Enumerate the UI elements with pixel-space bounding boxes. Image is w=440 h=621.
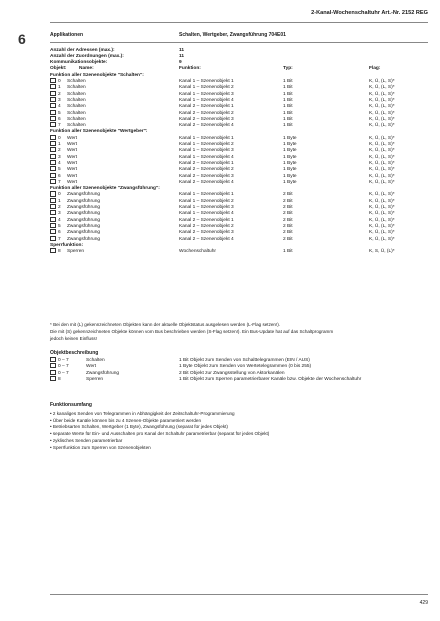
- object-flag: K, Ü, (L, S)*: [369, 192, 395, 198]
- checkbox-icon: [50, 217, 56, 222]
- object-function: Wochenschaltuhr: [179, 249, 216, 255]
- object-name: Zwangsführung: [67, 236, 101, 242]
- checkbox-icon: [50, 236, 56, 241]
- checkbox-icon: [50, 84, 56, 89]
- object-number: 6: [58, 230, 61, 236]
- object-number: 8: [58, 249, 61, 255]
- applications-rule: [50, 42, 428, 43]
- object-name: Zwangsführung: [67, 205, 101, 210]
- object-name: Zwangsführung: [67, 230, 101, 236]
- object-name: Zwangsführung: [67, 198, 101, 204]
- object-function: Kanal 1 – Szenenobjekt 4: [179, 154, 234, 160]
- checkbox-icon: [50, 179, 56, 184]
- object-flag: K, Ü, (L, S)*: [369, 223, 395, 229]
- object-name: Schalten: [67, 123, 86, 129]
- description-row: [50, 364, 428, 370]
- object-number: 2: [58, 205, 61, 210]
- object-flag: K, Ü, (L, S)*: [369, 79, 395, 84]
- object-flag: K, Ü, (L, S)*: [369, 85, 395, 91]
- object-flag: K, Ü, (L, S)*: [369, 205, 395, 210]
- header-rule: [50, 22, 428, 23]
- object-number: 0: [58, 135, 61, 141]
- object-function: Kanal 1 – Szenenobjekt 4: [179, 211, 234, 217]
- object-name: Wert: [67, 154, 78, 160]
- object-number: 5: [58, 167, 61, 173]
- footnote-line: Die mit (S) gekennzeichneten Objekte können vom Bus beschrieben werden (S-Flag setzen!). Ein Bus-Update hat auf das Schaltprogramm: [50, 329, 334, 334]
- object-name: Schalten: [67, 116, 86, 122]
- checkbox-icon: [50, 116, 56, 121]
- table-row: [50, 249, 428, 255]
- object-name: Schalten: [67, 91, 86, 97]
- chapter-number: 6: [18, 31, 26, 47]
- checkbox-icon: [50, 122, 56, 127]
- applications-label: Applikationen: [50, 32, 84, 38]
- object-name: Wert: [67, 148, 78, 154]
- object-number: 6: [58, 173, 61, 179]
- object-function: Kanal 1 – Szenenobjekt 3: [179, 205, 234, 210]
- object-flag: K, S, Ü, (L)*: [369, 249, 395, 255]
- object-flag: K, Ü, (L, S)*: [369, 97, 395, 103]
- object-flag: K, Ü, (L, S)*: [369, 154, 395, 160]
- object-flag: K, Ü, (L, S)*: [369, 173, 395, 179]
- object-range: 0 – 7: [58, 358, 69, 363]
- applications-value: Schalten, Wertgeber, Zwangsführung 704E01: [179, 32, 286, 38]
- header-object: Objekt:: [50, 66, 67, 72]
- meta-value: 11: [179, 47, 185, 53]
- object-name: Wert: [67, 179, 78, 185]
- checkbox-icon: [50, 110, 56, 115]
- object-flag: K, Ü, (L, S)*: [369, 160, 395, 166]
- object-type: 1 Byte: [283, 173, 297, 179]
- object-function: Kanal 2 – Szenenobjekt 4: [179, 236, 234, 242]
- object-function: Kanal 1 – Szenenobjekt 2: [179, 142, 234, 147]
- object-function: Kanal 2 – Szenenobjekt 2: [179, 223, 234, 229]
- checkbox-icon: [50, 103, 56, 108]
- bullet-item: • separate Werte für Ein- und Ausschalten pro Kanal der Schaltuhr parametrierbar (separat für jedes Objekt): [50, 431, 270, 437]
- object-flag: K, Ü, (L, S)*: [369, 148, 395, 154]
- object-function: Kanal 2 – Szenenobjekt 3: [179, 173, 234, 179]
- object-name: Schalten: [67, 110, 86, 116]
- object-flag: K, Ü, (L, S)*: [369, 142, 395, 147]
- object-function: Kanal 2 – Szenenobjekt 1: [179, 217, 234, 223]
- object-number: 1: [58, 198, 61, 204]
- object-number: 0: [58, 192, 61, 198]
- object-function: Kanal 2 – Szenenobjekt 3: [179, 230, 234, 236]
- checkbox-icon: [50, 370, 56, 375]
- checkbox-icon: [50, 376, 56, 381]
- checkbox-icon: [50, 154, 56, 159]
- object-name: Zwangsführung: [67, 211, 101, 217]
- bottom-rule: [50, 594, 428, 595]
- object-type: 2 Bit: [283, 236, 293, 242]
- object-type: 1 Byte: [283, 148, 297, 154]
- object-range: 0 – 7: [58, 370, 69, 376]
- header-type: Typ:: [283, 66, 293, 72]
- object-flag: K, Ü, (L, S)*: [369, 236, 395, 242]
- checkbox-icon: [50, 135, 56, 140]
- object-type: 1 Bit: [283, 85, 293, 91]
- checkbox-icon: [50, 229, 56, 234]
- checkbox-icon: [50, 198, 56, 203]
- object-name: Schalten: [67, 97, 86, 103]
- object-name: Schalten: [67, 85, 86, 91]
- group-title: Funktion aller Szenenobjekte "Zwangsführung":: [50, 186, 160, 192]
- object-function: Kanal 1 – Szenenobjekt 4: [179, 97, 234, 103]
- object-name: Zwangsführung: [86, 370, 120, 376]
- object-name: Schalten: [67, 104, 86, 110]
- object-flag: K, Ü, (L, S)*: [369, 230, 395, 236]
- group-title: Funktion aller Szenenobjekte "Wertgeber":: [50, 129, 148, 135]
- object-type: 1 Bit: [283, 91, 293, 97]
- checkbox-icon: [50, 204, 56, 209]
- object-flag: K, Ü, (L, S)*: [369, 217, 395, 223]
- object-name: Zwangsführung: [67, 192, 101, 198]
- bullet-item: • 2 kanaliges Senden von Telegrammen in Abhängigkeit der Zeitschaltuhr-Programmierung: [50, 411, 235, 416]
- meta-value: 11: [179, 53, 185, 59]
- meta-value: 9: [179, 60, 182, 66]
- object-function: Kanal 2 – Szenenobjekt 1: [179, 104, 234, 110]
- checkbox-icon: [50, 357, 56, 362]
- checkbox-icon: [50, 141, 56, 146]
- header-name: Name:: [79, 66, 94, 72]
- object-text: 1 Byte Objekt zum Senden von Wertetelegrammen (0 bis 255): [179, 364, 312, 370]
- meta-label: Anzahl der Zuordnungen (max.):: [50, 53, 124, 59]
- object-flag: K, Ü, (L, S)*: [369, 104, 395, 110]
- checkbox-icon: [50, 363, 56, 368]
- object-type: 1 Byte: [283, 160, 297, 166]
- checkbox-icon: [50, 248, 56, 253]
- object-flag: K, Ü, (L, S)*: [369, 179, 395, 185]
- object-number: 7: [58, 179, 61, 185]
- object-range: 8: [58, 376, 61, 382]
- object-function: Kanal 2 – Szenenobjekt 4: [179, 179, 234, 185]
- object-name: Wert: [67, 167, 78, 173]
- object-function: Kanal 1 – Szenenobjekt 1: [179, 192, 234, 198]
- object-number: 1: [58, 85, 61, 91]
- object-name: Schalten: [86, 358, 105, 363]
- object-number: 7: [58, 236, 61, 242]
- object-type: 1 Bit: [283, 249, 293, 255]
- bullet-item: • Über beide Kanäle können bis zu 4 Szenen-Objekte parametriert werden: [50, 417, 201, 423]
- object-number: 2: [58, 148, 61, 154]
- object-type: 2 Bit: [283, 211, 293, 217]
- bullet-item: • Sperrfunktion zum Sperren von Szenenobjekten: [50, 444, 151, 450]
- object-function: Kanal 2 – Szenenobjekt 4: [179, 123, 234, 129]
- object-name: Zwangsführung: [67, 217, 101, 223]
- object-number: 6: [58, 116, 61, 122]
- checkbox-icon: [50, 223, 56, 228]
- object-function: Kanal 2 – Szenenobjekt 2: [179, 167, 234, 173]
- object-type: 1 Bit: [283, 97, 293, 103]
- object-number: 0: [58, 79, 61, 84]
- object-type: 2 Bit: [283, 192, 293, 198]
- object-name: Wert: [67, 142, 78, 147]
- object-name: Sperren: [86, 376, 104, 382]
- object-number: 3: [58, 211, 61, 217]
- checkbox-icon: [50, 78, 56, 83]
- section-title: Funktionsumfang: [50, 402, 92, 408]
- object-name: Schalten: [67, 79, 86, 84]
- meta-label: Kommunikationsobjekte:: [50, 60, 108, 66]
- object-function: Kanal 2 – Szenenobjekt 1: [179, 160, 234, 166]
- object-type: 2 Bit: [283, 223, 293, 229]
- object-name: Wert: [67, 173, 78, 179]
- description-row: [50, 371, 428, 377]
- description-row: [50, 377, 428, 383]
- object-number: 4: [58, 160, 61, 166]
- object-type: 1 Byte: [283, 142, 297, 147]
- object-type: 2 Bit: [283, 198, 293, 204]
- object-function: Kanal 1 – Szenenobjekt 3: [179, 91, 234, 97]
- object-text: 1 Bit Objekt zum Sperren parametrierbarer Kanäle bzw. Objekte der Wochenschaltuhr: [179, 376, 362, 382]
- object-flag: K, Ü, (L, S)*: [369, 116, 395, 122]
- object-name: Zwangsführung: [67, 223, 101, 229]
- footnote-line: jedoch keinen Einfluss!: [50, 336, 97, 341]
- object-function: Kanal 2 – Szenenobjekt 3: [179, 116, 234, 122]
- checkbox-icon: [50, 91, 56, 96]
- object-flag: K, Ü, (L, S)*: [369, 110, 395, 116]
- object-number: 1: [58, 142, 61, 147]
- object-number: 5: [58, 110, 61, 116]
- bullet-item: • zyklisches Senden parametrierbar: [50, 437, 123, 443]
- object-function: Kanal 1 – Szenenobjekt 2: [179, 85, 234, 91]
- object-type: 1 Bit: [283, 104, 293, 110]
- footnote-line: * Bei den mit (L) gekennzeichneten Objekten kann der aktuelle Objektstatus ausgelesen werden (L-Flag setzen!).: [50, 322, 281, 327]
- checkbox-icon: [50, 147, 56, 152]
- checkbox-icon: [50, 210, 56, 215]
- object-name: Wert: [86, 364, 97, 370]
- object-type: 1 Byte: [283, 135, 297, 141]
- object-range: 0 – 7: [58, 364, 69, 370]
- checkbox-icon: [50, 166, 56, 171]
- header-function: Funktion:: [179, 66, 201, 72]
- object-function: Kanal 1 – Szenenobjekt 1: [179, 135, 234, 141]
- object-flag: K, Ü, (L, S)*: [369, 198, 395, 204]
- object-text: 1 Bit Objekt zum Senden von Schalttelegrammen (EIN / AUS): [179, 358, 310, 363]
- object-flag: K, Ü, (L, S)*: [369, 135, 395, 141]
- page-header-title: 2-Kanal-Wochenschaltuhr Art.-Nr. 2152 REG: [311, 10, 428, 16]
- checkbox-icon: [50, 173, 56, 178]
- object-name: Wert: [67, 160, 78, 166]
- meta-label: Anzahl der Adressen (max.):: [50, 47, 115, 53]
- object-number: 3: [58, 97, 61, 103]
- header-flag: Flag:: [369, 66, 381, 72]
- object-type: 2 Bit: [283, 217, 293, 223]
- section-title: Objektbeschreibung: [50, 350, 99, 356]
- object-flag: K, Ü, (L, S)*: [369, 211, 395, 217]
- object-flag: K, Ü, (L, S)*: [369, 123, 395, 129]
- object-type: 1 Bit: [283, 116, 293, 122]
- object-number: 4: [58, 104, 61, 110]
- object-flag: K, Ü, (L, S)*: [369, 91, 395, 97]
- checkbox-icon: [50, 97, 56, 102]
- object-type: 1 Byte: [283, 154, 297, 160]
- object-name: Wert: [67, 135, 78, 141]
- object-number: 3: [58, 154, 61, 160]
- group-title: Sperrfunktion:: [50, 242, 84, 248]
- checkbox-icon: [50, 191, 56, 196]
- object-flag: K, Ü, (L, S)*: [369, 167, 395, 173]
- object-number: 2: [58, 91, 61, 97]
- object-type: 1 Bit: [283, 79, 293, 84]
- group-title: Funktion aller Szenenobjekte "Schalten":: [50, 72, 144, 78]
- object-function: Kanal 1 – Szenenobjekt 3: [179, 148, 234, 154]
- object-type: 1 Bit: [283, 110, 293, 116]
- object-type: 1 Bit: [283, 123, 293, 129]
- object-number: 4: [58, 217, 61, 223]
- object-type: 1 Byte: [283, 179, 297, 185]
- object-text: 2 Bit Objekt zur Zwangsstellung von Aktorkanälen: [179, 370, 285, 376]
- object-number: 7: [58, 123, 61, 129]
- checkbox-icon: [50, 160, 56, 165]
- bullet-item: • Betriebsarten Schalten, Wertgeber (1 Byte), Zwangsführung (separat für jedes Objekt): [50, 424, 228, 430]
- object-function: Kanal 2 – Szenenobjekt 2: [179, 110, 234, 116]
- object-type: 2 Bit: [283, 230, 293, 236]
- object-type: 2 Bit: [283, 205, 293, 210]
- object-number: 5: [58, 223, 61, 229]
- object-function: Kanal 1 – Szenenobjekt 2: [179, 198, 234, 204]
- object-name: Sperren: [67, 249, 85, 255]
- object-function: Kanal 1 – Szenenobjekt 1: [179, 79, 234, 84]
- object-type: 1 Byte: [283, 167, 297, 173]
- page-number: 429: [419, 600, 428, 606]
